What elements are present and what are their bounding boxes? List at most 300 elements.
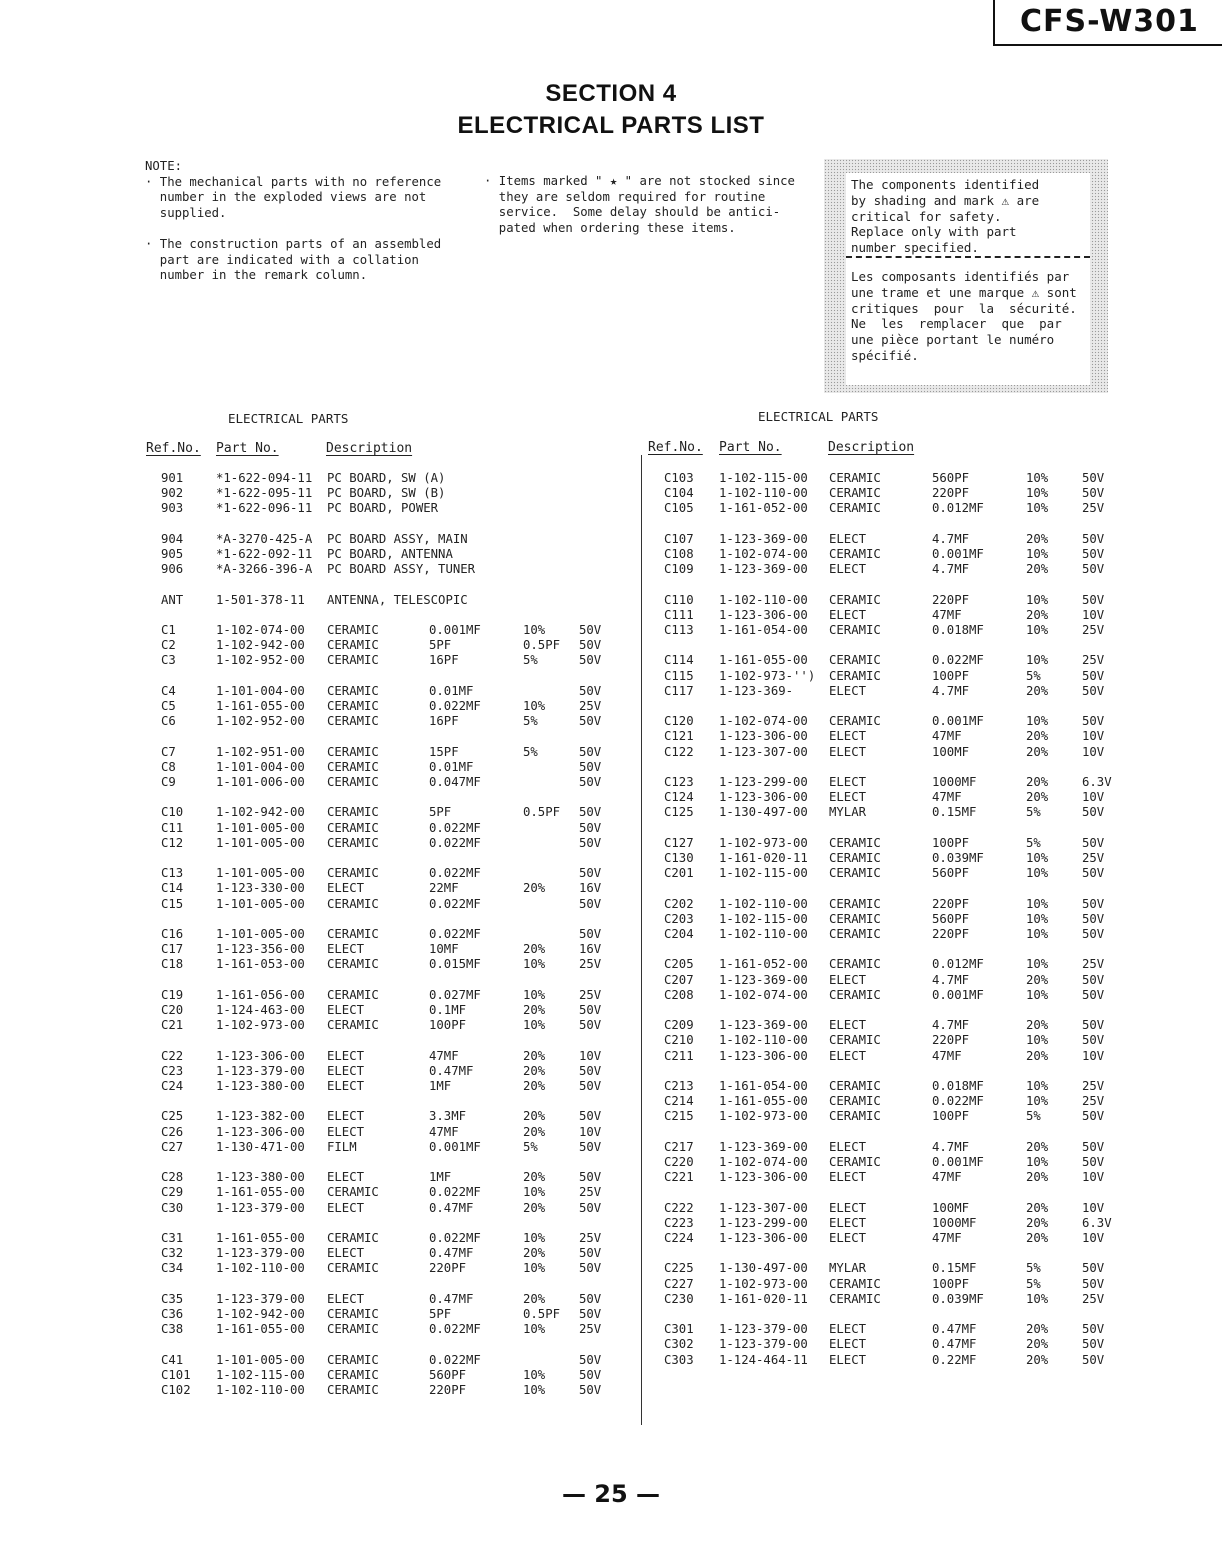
cell-part: 1-123-379-00 [216,1200,305,1215]
cell-part: 1-123-369-00 [719,1139,808,1154]
cell-part: 1-101-004-00 [216,683,305,698]
cell-desc: CERAMIC [327,1322,379,1337]
cell-desc: CERAMIC [829,592,881,607]
cell-ref: C125 [664,805,694,820]
cell-volt: 50V [579,1246,602,1261]
cell-ref: C18 [161,957,184,972]
cell-ref: C6 [161,714,176,729]
cell-value: 560PF [932,471,970,485]
cell-part: 1-102-973-00 [719,1109,808,1124]
cell-part: 1-123-307-00 [719,1200,808,1215]
cell-ref: C213 [664,1079,694,1093]
cell-ref: 903 [161,501,184,516]
cell-part: 1-123-380-00 [216,1170,305,1185]
cell-tol: 5% [523,1139,538,1154]
cell-tol: 5% [1026,1109,1041,1124]
cell-volt: 50V [1082,1322,1105,1337]
cell-volt: 50V [1082,1033,1105,1048]
cell-ref: C207 [664,972,694,987]
cell-ref: C12 [161,835,184,850]
cell-tol: 20% [1026,683,1049,698]
cell-tol: 20% [1026,972,1049,987]
cell-volt: 16V [579,881,602,896]
cell-desc: ELECT [829,683,867,698]
left-col-part: Part No. [216,441,279,456]
cell-part: 1-123-380-00 [216,1079,305,1093]
cell-ref: C111 [664,607,694,622]
cell-tol: 10% [1026,851,1049,865]
cell-part: 1-101-005-00 [216,866,305,881]
cell-ref: C115 [664,668,694,683]
cell-volt: 10V [579,1048,602,1063]
cell-tol: 20% [1026,744,1049,759]
cell-tol: 20% [1026,790,1049,805]
cell-volt: 50V [1082,668,1105,683]
cell-ref: C114 [664,653,694,668]
cell-part: 1-102-952-00 [216,653,305,668]
cell-part: 1-101-006-00 [216,775,305,789]
cell-ref: C120 [664,714,694,729]
cell-tol: 10% [1026,927,1049,941]
cell-volt: 25V [1082,1291,1105,1306]
cell-value: 0.047MF [429,775,481,789]
cell-part: 1-102-110-00 [719,592,808,607]
cell-desc: CERAMIC [829,1109,881,1124]
cell-desc: PC BOARD, SW (B) [327,486,446,501]
cell-part: 1-123-379-00 [216,1063,305,1078]
cell-value: 0.022MF [429,699,481,713]
cell-tol: 10% [523,1231,546,1245]
cell-tol: 10% [523,1185,546,1200]
cell-desc: PC BOARD, POWER [327,501,439,516]
cell-ref: C225 [664,1261,694,1276]
cell-ref: C101 [161,1367,191,1382]
cell-desc: CERAMIC [327,699,379,713]
cell-tol: 10% [1026,547,1049,561]
cell-volt: 50V [579,1352,602,1367]
cell-part: 1-123-306-00 [719,607,808,622]
cell-tol: 20% [1026,1048,1049,1063]
cell-desc: PC BOARD ASSY, MAIN [327,531,468,546]
cell-desc: CERAMIC [829,987,881,1002]
cell-ref: C124 [664,790,694,805]
cell-part: 1-161-020-11 [719,1291,808,1306]
cell-value: 5PF [429,1307,452,1321]
cell-volt: 6.3V [1082,1215,1112,1230]
cell-ref: C117 [664,683,694,698]
cell-ref: C1 [161,623,176,637]
cell-desc: ELECT [829,972,867,987]
cell-desc: CERAMIC [829,1291,881,1306]
cell-ref: C215 [664,1109,694,1124]
cell-tol: 10% [1026,1155,1049,1169]
cell-desc: ELECT [829,1200,867,1215]
cell-value: 0.47MF [429,1246,474,1261]
cell-volt: 50V [579,744,602,759]
cell-volt: 10V [1082,1048,1105,1063]
cell-desc: ELECT [829,1215,867,1230]
cell-value: 0.01MF [429,683,474,698]
cell-tol: 10% [1026,592,1049,607]
cell-value: 0.018MF [932,1079,984,1093]
cell-part: 1-102-110-00 [719,486,808,501]
cell-tol: 20% [1026,729,1049,744]
safety-text-english: The components identified by shading and mark ⚠ are critical for safety. Replace only with part number specified. [851,177,1040,256]
cell-volt: 50V [1082,592,1105,607]
cell-ref: C5 [161,699,176,713]
cell-ref: C221 [664,1170,694,1185]
cell-tol: 20% [523,1246,546,1261]
cell-volt: 50V [579,1139,602,1154]
cell-part: 1-123-369-00 [719,562,808,577]
cell-ref: C223 [664,1215,694,1230]
cell-desc: CERAMIC [327,805,379,820]
cell-part: 1-501-378-11 [216,592,305,607]
cell-value: 220PF [932,1033,970,1048]
cell-ref: C105 [664,501,694,516]
cell-part: 1-123-299-00 [719,1215,808,1230]
cell-part: *1-622-094-11 [216,471,313,485]
cell-desc: ELECT [327,1003,365,1017]
cell-ref: 901 [161,471,184,485]
cell-desc: PC BOARD, SW (A) [327,471,446,485]
cell-desc: CERAMIC [829,486,881,501]
cell-value: 0.1MF [429,1003,467,1017]
cell-value: 220PF [932,592,970,607]
cell-volt: 50V [1082,1155,1105,1169]
cell-desc: ELECT [327,1124,365,1139]
cell-ref: C302 [664,1337,694,1352]
cell-value: 22MF [429,881,459,896]
cell-ref: C35 [161,1291,184,1306]
cell-part: 1-102-074-00 [719,1155,808,1169]
cell-volt: 50V [579,1018,602,1033]
cell-value: 0.039MF [932,851,984,865]
cell-part: 1-123-379-00 [216,1246,305,1261]
cell-tol: 20% [1026,1018,1049,1033]
cell-part: 1-161-055-00 [216,1322,305,1337]
cell-tol: 10% [1026,1094,1049,1109]
cell-part: 1-130-471-00 [216,1139,305,1154]
cell-desc: CERAMIC [327,638,379,653]
cell-desc: CERAMIC [829,835,881,850]
cell-tol: 20% [523,1003,546,1017]
cell-desc: ELECT [829,1322,867,1337]
cell-volt: 6.3V [1082,775,1112,789]
cell-desc: CERAMIC [829,547,881,561]
cell-tol: 10% [523,699,546,713]
cell-tol: 10% [1026,1079,1049,1093]
cell-desc: ELECT [829,1170,867,1185]
cell-tol: 10% [1026,653,1049,668]
cell-ref: C29 [161,1185,184,1200]
cell-value: 0.15MF [932,1261,977,1276]
cell-value: 1000MF [932,775,977,789]
cell-tol: 20% [1026,1215,1049,1230]
cell-volt: 50V [1082,531,1105,546]
cell-ref: 905 [161,547,184,561]
cell-desc: CERAMIC [829,866,881,881]
cell-value: 10MF [429,942,459,957]
cell-value: 47MF [429,1124,459,1139]
cell-desc: CERAMIC [829,1094,881,1109]
cell-part: 1-102-110-00 [216,1383,305,1397]
cell-part: 1-123-306-00 [719,1231,808,1245]
cell-desc: ELECT [327,1291,365,1306]
cell-value: 0.47MF [932,1337,977,1352]
cell-value: 0.47MF [932,1322,977,1337]
cell-ref: C208 [664,987,694,1002]
cell-tol: 10% [1026,714,1049,729]
cell-desc: ELECT [829,729,867,744]
cell-value: 47MF [932,1048,962,1063]
cell-part: 1-161-056-00 [216,987,305,1002]
cell-desc: CERAMIC [327,1261,379,1276]
cell-ref: C104 [664,486,694,501]
cell-ref: C202 [664,896,694,911]
cell-desc: ELECT [829,531,867,546]
cell-part: 1-123-306-00 [216,1124,305,1139]
cell-tol: 20% [1026,562,1049,577]
cell-part: 1-102-952-00 [216,714,305,729]
cell-tol: 20% [1026,1170,1049,1185]
cell-ref: C122 [664,744,694,759]
cell-ref: C24 [161,1079,184,1093]
cell-value: 0.022MF [429,1185,481,1200]
cell-desc: ELECT [829,790,867,805]
cell-value: 100MF [932,1200,970,1215]
left-section-title: ELECTRICAL PARTS [228,411,349,426]
cell-value: 0.001MF [932,1155,984,1169]
cell-part: 1-123-369-00 [719,531,808,546]
cell-ref: C222 [664,1200,694,1215]
cell-volt: 50V [579,866,602,881]
cell-ref: C110 [664,592,694,607]
cell-part: 1-161-053-00 [216,957,305,972]
cell-volt: 50V [1082,805,1105,820]
cell-desc: CERAMIC [327,623,379,637]
cell-volt: 50V [1082,1352,1105,1367]
cell-value: 220PF [932,486,970,501]
cell-part: 1-101-004-00 [216,759,305,774]
cell-ref: C10 [161,805,184,820]
cell-desc: ELECT [327,1170,365,1185]
cell-value: 5PF [429,638,452,653]
cell-part: 1-123-369-00 [719,1018,808,1033]
cell-volt: 25V [579,1322,602,1337]
cell-tol: 10% [1026,1291,1049,1306]
cell-value: 0.015MF [429,957,481,972]
cell-ref: C130 [664,851,694,865]
cell-tol: 20% [523,1124,546,1139]
cell-tol: 5% [1026,835,1041,850]
cell-value: 0.01MF [429,759,474,774]
cell-desc: CERAMIC [327,927,379,941]
cell-ref: C20 [161,1003,184,1017]
cell-ref: C25 [161,1109,184,1124]
cell-volt: 10V [1082,1200,1105,1215]
cell-desc: ELECT [327,1079,365,1093]
cell-tol: 10% [523,957,546,972]
cell-part: 1-101-005-00 [216,896,305,911]
cell-value: 16PF [429,653,459,668]
cell-ref: C36 [161,1307,184,1321]
cell-part: 1-123-379-00 [719,1322,808,1337]
cell-desc: CERAMIC [829,896,881,911]
cell-volt: 50V [579,759,602,774]
cell-volt: 50V [1082,547,1105,561]
cell-ref: C34 [161,1261,184,1276]
cell-value: 220PF [429,1383,467,1397]
cell-value: 100PF [429,1018,467,1033]
cell-part: 1-161-055-00 [216,699,305,713]
cell-value: 4.7MF [932,531,970,546]
cell-part: 1-102-110-00 [216,1261,305,1276]
cell-tol: 10% [523,1322,546,1337]
cell-volt: 25V [579,1231,602,1245]
cell-volt: 50V [1082,927,1105,941]
cell-tol: 20% [1026,607,1049,622]
cell-desc: CERAMIC [327,866,379,881]
right-col-part: Part No. [719,440,782,455]
cell-desc: CERAMIC [829,623,881,637]
cell-tol: 20% [1026,1352,1049,1367]
cell-part: 1-123-306-00 [719,1048,808,1063]
cell-ref: 902 [161,486,184,501]
cell-desc: ELECT [829,562,867,577]
cell-value: 47MF [932,607,962,622]
cell-part: 1-102-110-00 [719,927,808,941]
cell-volt: 50V [579,820,602,835]
cell-value: 47MF [932,1170,962,1185]
cell-volt: 25V [1082,1079,1105,1093]
cell-volt: 50V [579,1307,602,1321]
cell-volt: 50V [579,1291,602,1306]
cell-desc: CERAMIC [829,1033,881,1048]
cell-ref: C220 [664,1155,694,1169]
cell-ref: C123 [664,775,694,789]
cell-desc: CERAMIC [327,759,379,774]
cell-volt: 50V [1082,1109,1105,1124]
cell-ref: C127 [664,835,694,850]
cell-volt: 50V [579,1170,602,1185]
cell-value: 0.022MF [932,1094,984,1109]
cell-value: 0.022MF [429,835,481,850]
cell-volt: 50V [1082,911,1105,926]
cell-desc: CERAMIC [327,683,379,698]
cell-desc: CERAMIC [829,714,881,729]
cell-part: 1-161-055-00 [216,1185,305,1200]
cell-volt: 50V [579,927,602,941]
cell-part: 1-102-115-00 [719,471,808,485]
cell-desc: CERAMIC [327,714,379,729]
cell-ref: C2 [161,638,176,653]
cell-tol: 10% [523,1018,546,1033]
cell-volt: 25V [1082,1094,1105,1109]
cell-value: 0.47MF [429,1291,474,1306]
cell-part: 1-130-497-00 [719,805,808,820]
cell-tol: 20% [1026,1337,1049,1352]
cell-tol: 20% [1026,775,1049,789]
cell-value: 560PF [932,866,970,881]
cell-volt: 50V [579,1063,602,1078]
cell-part: 1-161-055-00 [216,1231,305,1245]
cell-ref: C15 [161,896,184,911]
cell-value: 220PF [932,896,970,911]
cell-value: 0.22MF [932,1352,977,1367]
cell-desc: ELECT [829,1231,867,1245]
cell-volt: 50V [579,714,602,729]
cell-tol: 10% [1026,957,1049,972]
cell-tol: 20% [1026,1139,1049,1154]
cell-ref: C28 [161,1170,184,1185]
cell-volt: 50V [1082,1139,1105,1154]
cell-tol: 10% [1026,911,1049,926]
cell-ref: C109 [664,562,694,577]
cell-value: 100PF [932,835,970,850]
cell-part: 1-102-973-00 [719,1276,808,1291]
cell-desc: CERAMIC [327,1352,379,1367]
cell-value: 0.47MF [429,1063,474,1078]
cell-part: 1-124-464-11 [719,1352,808,1367]
cell-ref: C30 [161,1200,184,1215]
cell-value: 0.022MF [932,653,984,668]
cell-part: 1-101-005-00 [216,1352,305,1367]
cell-ref: C107 [664,531,694,546]
cell-desc: CERAMIC [327,1018,379,1033]
cell-desc: ELECT [829,1352,867,1367]
cell-value: 0.47MF [429,1200,474,1215]
cell-volt: 50V [1082,714,1105,729]
cell-value: 47MF [932,729,962,744]
cell-volt: 25V [1082,957,1105,972]
cell-volt: 25V [1082,653,1105,668]
cell-part: *A-3270-425-A [216,531,313,546]
cell-desc: CERAMIC [829,1155,881,1169]
cell-ref: C227 [664,1276,694,1291]
cell-value: 3.3MF [429,1109,467,1124]
cell-ref: C14 [161,881,184,896]
cell-tol: 20% [523,881,546,896]
cell-tol: 20% [1026,531,1049,546]
cell-value: 47MF [429,1048,459,1063]
cell-ref: C41 [161,1352,184,1367]
cell-volt: 50V [579,1003,602,1017]
cell-value: 1MF [429,1079,452,1093]
cell-tol: 10% [523,987,546,1002]
cell-desc: CERAMIC [327,835,379,850]
cell-ref: C31 [161,1231,184,1245]
cell-ref: C26 [161,1124,184,1139]
cell-desc: MYLAR [829,805,867,820]
cell-ref: C27 [161,1139,184,1154]
cell-volt: 16V [579,942,602,957]
cell-tol: 20% [523,942,546,957]
cell-part: 1-102-074-00 [719,547,808,561]
cell-value: 0.039MF [932,1291,984,1306]
cell-part: 1-123-307-00 [719,744,808,759]
cell-part: 1-123-382-00 [216,1109,305,1124]
cell-desc: CERAMIC [829,927,881,941]
safety-text-french: Les composants identifiés par une trame et une marque ⚠ sont critiques pour la sécurité. Ne les remplacer que par une pièce portant le numéro spécifié. [851,269,1077,363]
cell-desc: CERAMIC [829,653,881,668]
cell-volt: 25V [1082,851,1105,865]
cell-desc: CERAMIC [829,851,881,865]
cell-tol: 0.5PF [523,805,561,820]
cell-volt: 10V [1082,790,1105,805]
cell-part: 1-102-951-00 [216,744,305,759]
left-col-ref: Ref.No. [146,441,201,456]
